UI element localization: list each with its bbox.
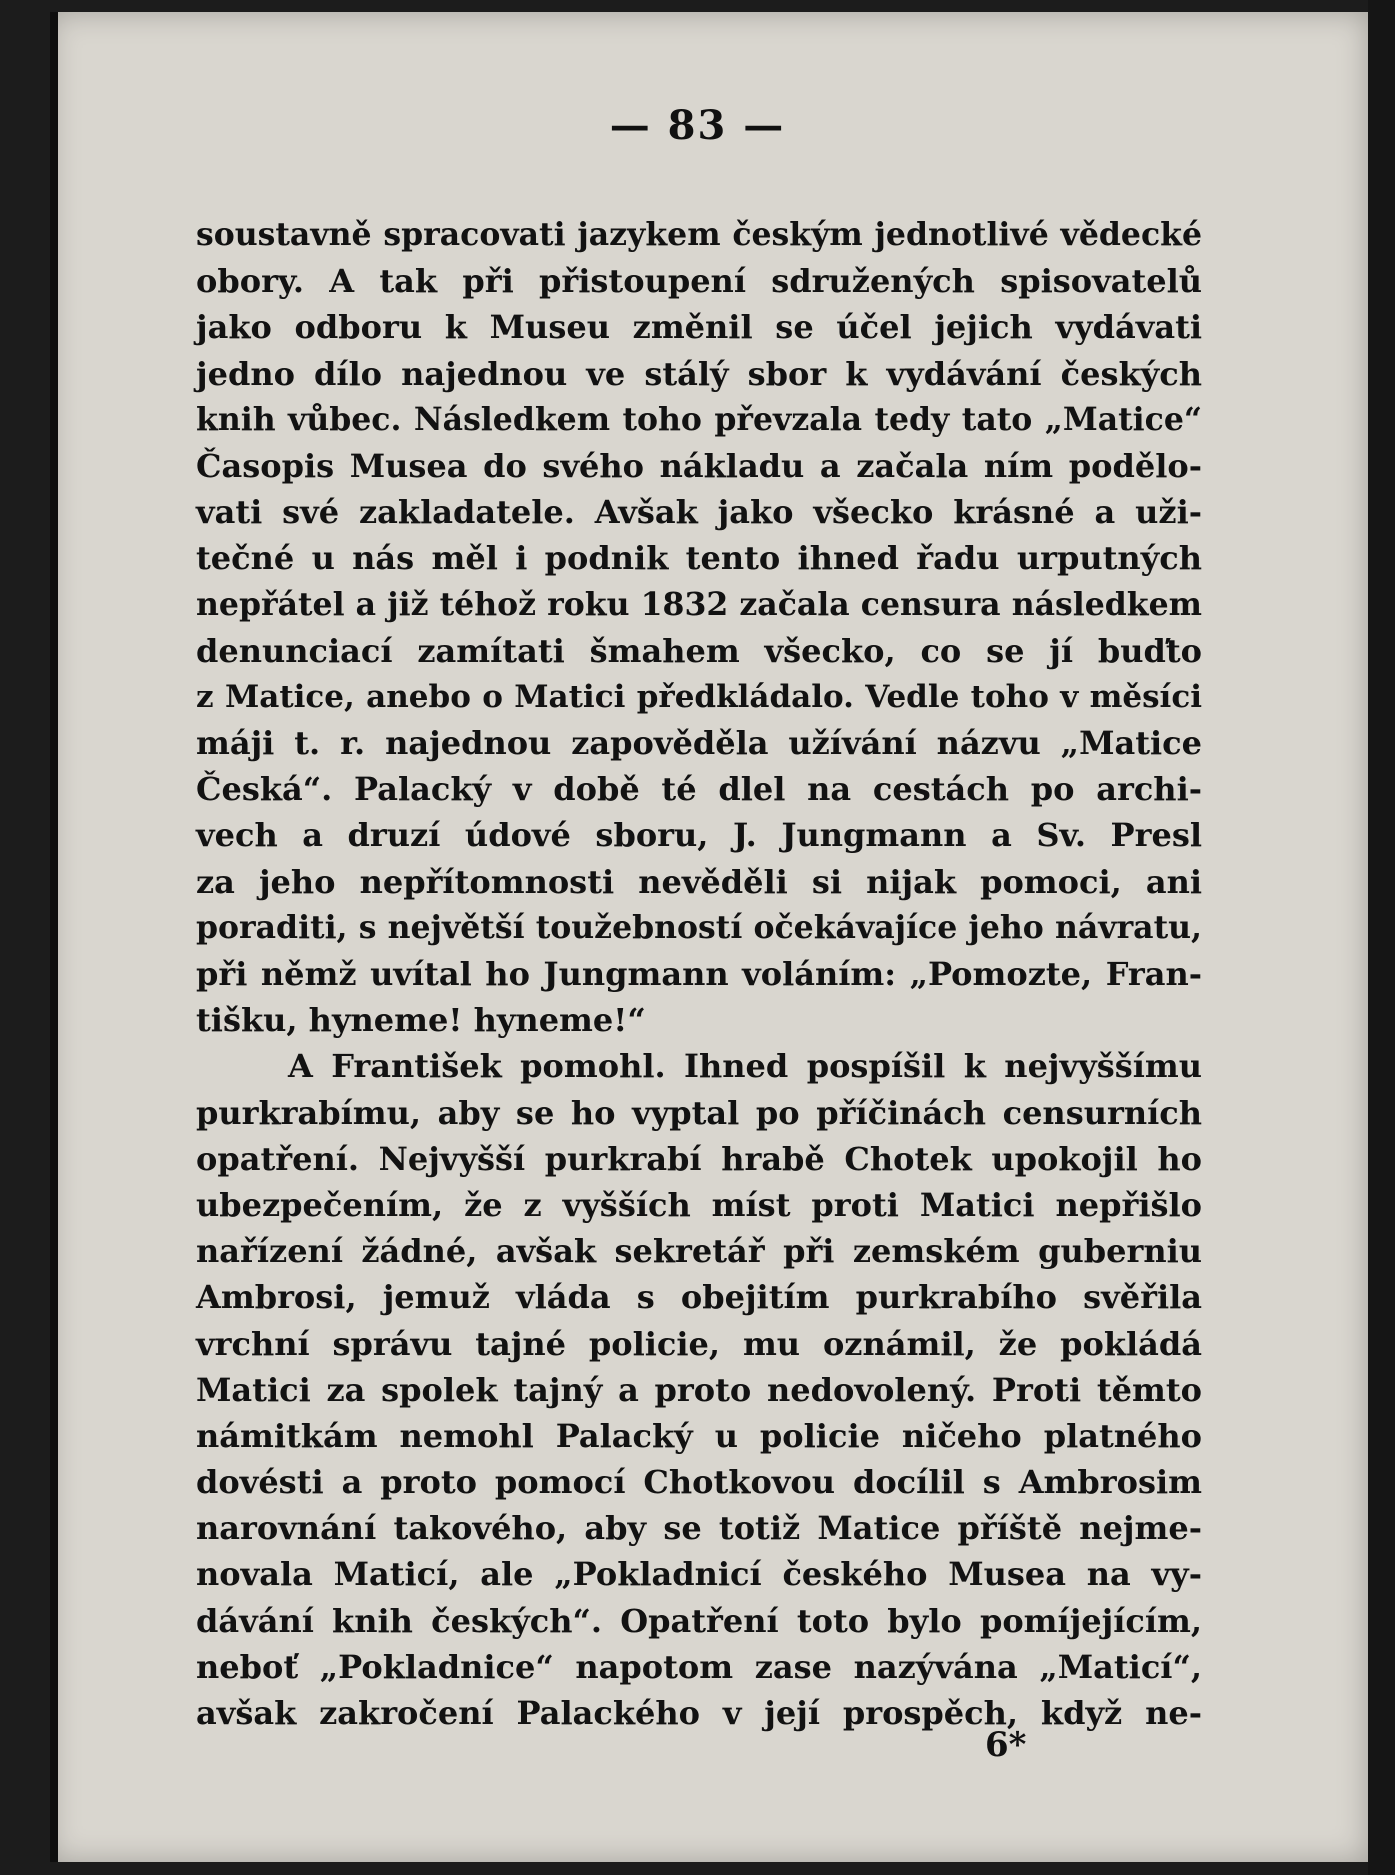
- text-line: Česká“. Palacký v době té dlel na cestách po archi-: [196, 770, 1202, 809]
- text-line: Ambrosi, jemuž vláda s obejitím purkrabího svěřila: [196, 1278, 1202, 1317]
- text-line: poraditi, s největší toužebností očekávajíce jeho návratu,: [196, 908, 1202, 946]
- text-line: při němž uvítal ho Jungmann voláním: „Pomozte, Fran-: [196, 955, 1202, 993]
- text-line: avšak zakročení Palackého v její prospěch, když ne-: [196, 1694, 1202, 1732]
- page-gutter-edge: [50, 12, 58, 1862]
- text-line: vrchní správu tajné policie, mu oznámil, že pokládá: [196, 1324, 1202, 1363]
- text-line: neboť „Pokladnice“ napotom zase nazývána „Maticí“,: [196, 1647, 1202, 1686]
- signature-mark: 6*: [985, 1725, 1027, 1765]
- text-line: Časopis Musea do svého nákladu a začala ním podělo-: [196, 446, 1202, 485]
- text-line: nepřátel a již téhož roku 1832 začala censura následkem: [196, 585, 1202, 623]
- text-line: opatření. Nejvyšší purkrabí hrabě Chotek upokojil ho: [196, 1139, 1202, 1178]
- page-body-text: [196, 212, 1202, 1736]
- text-line: narovnání takového, aby se totiž Matice příště nejme-: [196, 1509, 1202, 1548]
- text-line: tečné u nás měl i podnik tento ihned řadu urputných: [196, 539, 1202, 578]
- text-line: námitkám nemohl Palacký u policie ničeho platného: [196, 1416, 1202, 1455]
- text-line: máji t. r. najednou zapověděla užívání názvu „Matice: [196, 724, 1202, 763]
- text-line: vati své zakladatele. Avšak jako všecko krásné a uži-: [196, 493, 1202, 532]
- text-line: knih vůbec. Následkem toho převzala tedy tato „Matice“: [196, 400, 1202, 438]
- text-line-paragraph-end: tišku, hyneme! hyneme!“: [196, 1001, 646, 1040]
- text-line: vech a druzí údové sboru, J. Jungmann a Sv. Presl: [196, 816, 1202, 855]
- text-line: nařízení žádné, avšak sekretář při zemském guberniu: [196, 1232, 1202, 1271]
- text-line: obory. A tak při přistoupení sdružených spisovatelů: [196, 262, 1202, 301]
- text-line: Matici za spolek tajný a proto nedovolený. Proti těmto: [196, 1370, 1202, 1409]
- text-line: za jeho nepřítomnosti nevěděli si nijak pomoci, ani: [196, 862, 1202, 901]
- text-line-paragraph-start: A František pomohl. Ihned pospíšil k nejvyššímu: [288, 1047, 1202, 1086]
- text-line: denunciací zamítati šmahem všecko, co se jí buďto: [196, 631, 1202, 670]
- text-line: dávání knih českých“. Opatření toto bylo pomíjejícím,: [196, 1601, 1202, 1640]
- page-number: — 83 —: [609, 102, 786, 149]
- page-right-edge: [1368, 0, 1395, 1875]
- text-line: novala Maticí, ale „Pokladnicí českého Musea na vy-: [196, 1555, 1202, 1594]
- text-line: soustavně spracovati jazykem českým jednotlivé vědecké: [196, 216, 1202, 253]
- text-line: ubezpečením, že z vyšších míst proti Matici nepřišlo: [196, 1185, 1202, 1224]
- text-line: jedno dílo najednou ve stálý sbor k vydávání českých: [196, 354, 1202, 393]
- text-line: purkrabímu, aby se ho vyptal po příčinách censurních: [196, 1093, 1202, 1132]
- text-line: jako odboru k Museu změnil se účel jejich vydávati: [196, 308, 1202, 347]
- text-line: z Matice, anebo o Matici předkládalo. Vedle toho v měsíci: [196, 678, 1202, 715]
- text-line: dovésti a proto pomocí Chotkovou docílil s Ambrosim: [196, 1463, 1202, 1502]
